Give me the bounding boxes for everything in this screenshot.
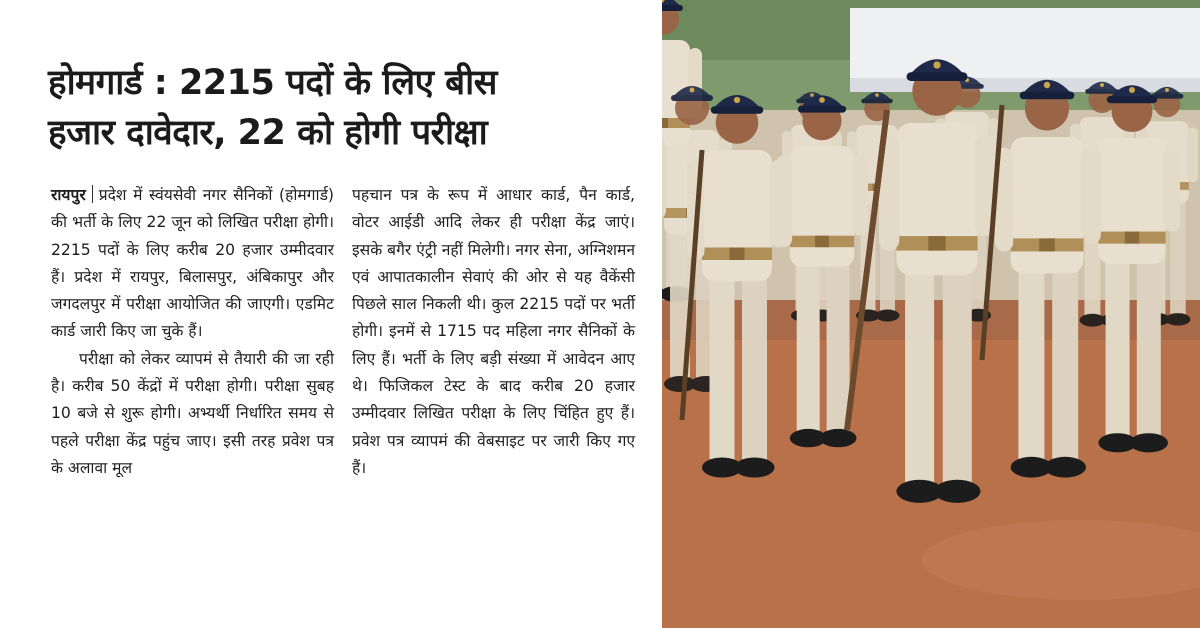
article-column-2 (352, 182, 635, 482)
col2-paragraph-1: पहचान पत्र के रूप में आधार कार्ड, पैन कार्ड, वोटर आईडी आदि लेकर ही परीक्षा केंद्र जाएं। इसके बगैर एंट्री नहीं मिलेगी। नगर सेना, अग्निशमन एवं आपातकालीन सेवाएं की ओर से यह वैकेंसी पिछले साल निकली थी। कुल 2215 पदों पर भर्ती होगी। इनमें से 1715 पद महिला नगर सैनिकों के लिए हैं। भर्ती के लिए बड़ी संख्या में आवेदन आए थे। फिजिकल टेस्ट के बाद करीब 20 हजार उम्मीदवार लिखित परीक्षा के लिए चिंहित हुए हैं। प्रवेश पत्र व्यापमं की वेबसाइट पर जारी किए गए हैं। (352, 186, 635, 477)
headline-line-1: होमगार्ड : 2215 पदों के लिए बीस (48, 63, 497, 103)
article-column-1 (51, 182, 334, 482)
col1-paragraph-1: प्रदेश में स्वंयसेवी नगर सैनिकों (होमगार्ड) की भर्ती के लिए 22 जून को लिखित परीक्षा होगी। 2215 पदों के लिए करीब 20 हजार उम्मीदवार हैं। प्रदेश में रायपुर, बिलासपुर, अंबिकापुर और जगदलपुर में परीक्षा आयोजित की जाएगी। एडमिट कार्ड जारी किए जा चुके हैं। (51, 186, 334, 341)
col1-paragraph-2: परीक्षा को लेकर व्यापमं से तैयारी की जा रही है। करीब 50 केंद्रों में परीक्षा होगी। परीक्षा सुबह 10 बजे से शुरू होगी। अभ्यर्थी निर्धारित समय से पहले परीक्षा केंद्र पहुंच जाए। इसी तरह प्रवेश पत्र के अलावा मूल (51, 349, 334, 477)
headline (48, 58, 638, 158)
photo-homeguards-march (662, 0, 1200, 628)
photo-illustration (662, 0, 1200, 628)
dateline-separator (92, 185, 93, 203)
tent-canopy (850, 8, 1200, 88)
image-gap (648, 0, 662, 628)
headline-line-2: हजार दावेदार, 22 को होगी परीक्षा (48, 113, 488, 153)
dateline: रायपुर (51, 186, 86, 204)
